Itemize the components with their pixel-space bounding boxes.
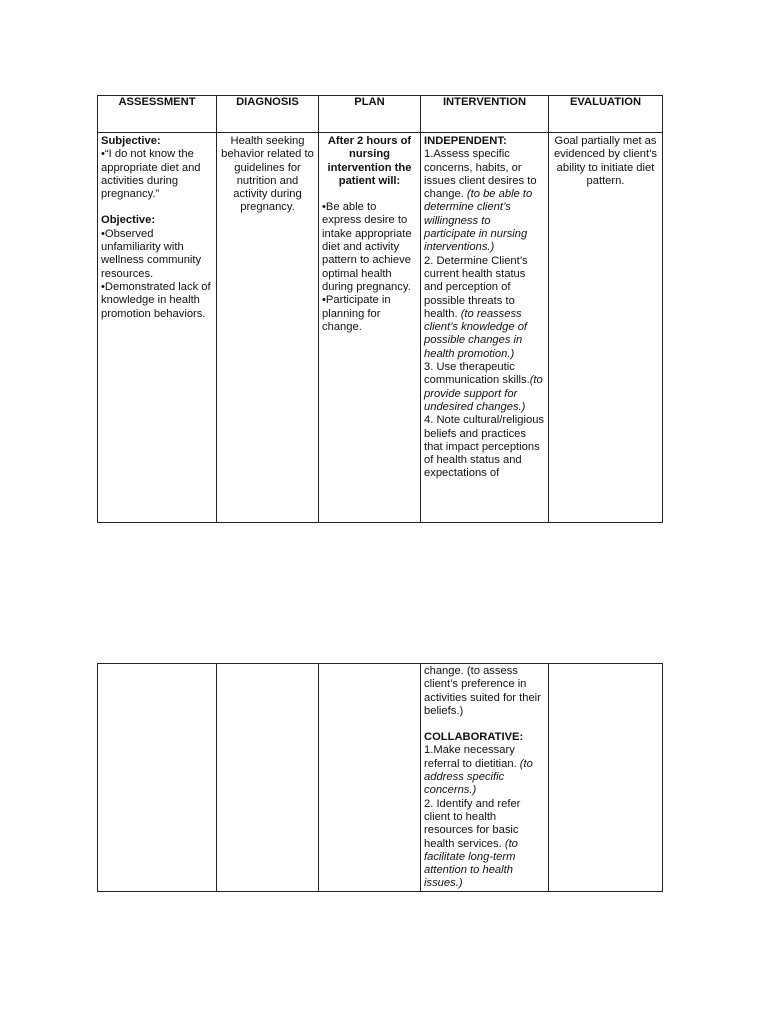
- intervention-rationale: (to be able to determine client’s willingness to participate in nursing interventions.): [424, 188, 533, 254]
- intervention-item: [424, 148, 545, 254]
- intervention-item: [424, 255, 545, 361]
- intervention-text: 1.Make necessary referral to dietitian.: [424, 744, 517, 770]
- diagnosis-text: Health seeking behavior related to guidelines for nutrition and activity during pregnancy.: [221, 135, 314, 214]
- plan-cell: [319, 664, 421, 892]
- intervention-item: change. (to assess client’s preference in activities suited for their beliefs.): [424, 665, 541, 717]
- intervention-text: 2. Identify and refer client to health resources for basic health services.: [424, 797, 521, 850]
- intervention-item: [424, 361, 545, 414]
- objective-heading: Objective:: [101, 214, 156, 227]
- subjective-text: •“I do not know the appropriate diet and activities during pregnancy.”: [101, 148, 201, 201]
- evaluation-cell: [549, 133, 663, 523]
- diagnosis-cell: [217, 133, 319, 523]
- intervention-text: 2. Determine Client’s current health status and perception of possible threats to health.: [424, 254, 528, 320]
- header-plan: PLAN: [319, 96, 421, 133]
- intervention-item: [424, 744, 545, 797]
- header-assessment: ASSESSMENT: [98, 96, 217, 133]
- plan-item: •Participate in planning for change.: [322, 294, 391, 333]
- evaluation-text: Goal partially met as evidenced by client’s ability to initiate diet pattern.: [553, 135, 658, 187]
- header-intervention: INTERVENTION: [421, 96, 549, 133]
- intervention-cell: [421, 664, 549, 892]
- intervention-rationale: (to provide support for undesired changes.): [424, 374, 543, 413]
- table-row: [98, 664, 663, 892]
- header-evaluation: EVALUATION: [549, 96, 663, 133]
- plan-cell: [319, 133, 421, 523]
- subjective-heading: Subjective:: [101, 135, 161, 147]
- header-row: [98, 96, 663, 133]
- objective-item: •Demonstrated lack of knowledge in health promotion behaviors.: [101, 280, 211, 320]
- nursing-care-plan-table: [97, 95, 663, 523]
- table-row: [98, 133, 663, 523]
- plan-item: •Be able to express desire to intake appropriate diet and activity pattern to achieve optimal health during pregnancy.: [322, 201, 412, 293]
- intervention-item: [424, 798, 545, 891]
- nursing-care-plan-table-continued: [97, 663, 663, 892]
- independent-heading: INDEPENDENT:: [424, 135, 507, 147]
- intervention-rationale: (to reassess client’s knowledge of possible changes in health promotion.): [424, 307, 528, 360]
- intervention-rationale: (to address specific concerns.): [424, 757, 533, 797]
- intervention-text: 1.Assess specific concerns, habits, or issues client desires to change.: [424, 148, 537, 201]
- collaborative-heading: COLLABORATIVE:: [424, 731, 524, 744]
- intervention-item: 4. Note cultural/religious beliefs and practices that impact perceptions of health status and expectations of: [424, 414, 545, 480]
- intervention-cell: [421, 133, 549, 523]
- intervention-text: 3. Use therapeutic communication skills.: [424, 361, 530, 387]
- objective-item: •Observed unfamiliarity with wellness community resources.: [101, 227, 202, 280]
- diagnosis-cell: [217, 664, 319, 892]
- assessment-cell: [98, 664, 217, 892]
- evaluation-cell: [549, 664, 663, 892]
- plan-heading: After 2 hours of nursing intervention the patient will:: [327, 135, 412, 187]
- assessment-cell: [98, 133, 217, 523]
- header-diagnosis: DIAGNOSIS: [217, 96, 319, 133]
- intervention-rationale: (to facilitate long-term attention to health issues.): [424, 837, 518, 890]
